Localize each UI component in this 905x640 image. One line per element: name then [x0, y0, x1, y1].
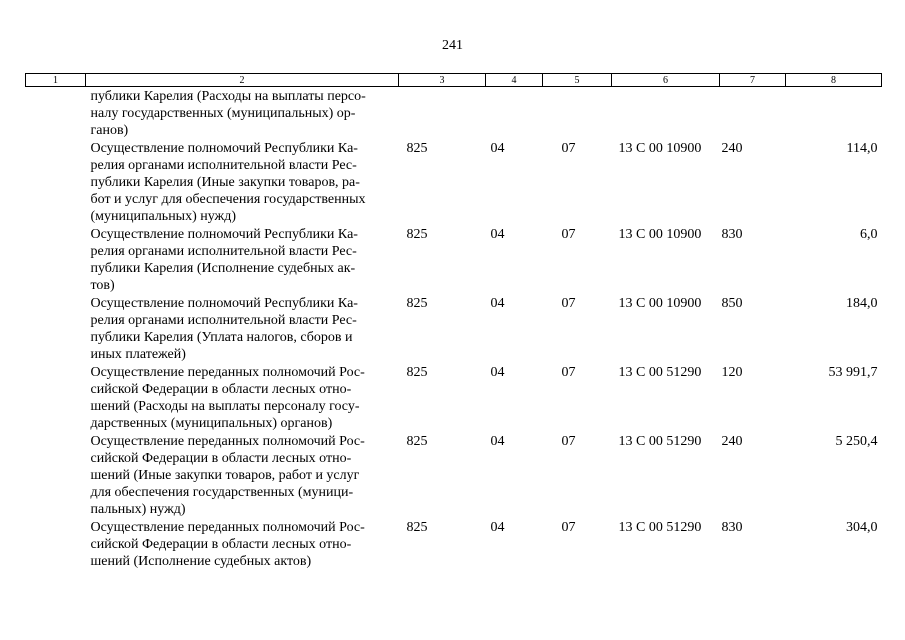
row-subsection: 07: [561, 296, 576, 311]
row-amount: 304,0: [846, 520, 878, 535]
row-section: 04: [490, 434, 505, 449]
table-row-continuation: [26, 87, 882, 140]
header-col-1: 1: [26, 74, 86, 87]
row-subsection: 07: [561, 227, 576, 242]
row-description: Осуществление переданных полномочий Рос- сийской Федерации в области лесных отно- шений (Иные закупки товаров, работ и услуг для обеспечения государственных (муници- пальных) нужд): [90, 434, 365, 517]
row-subsection: 07: [561, 365, 576, 380]
table-row: [26, 363, 882, 432]
header-col-8: 8: [786, 74, 882, 87]
row-index-cell: [26, 518, 86, 570]
row-description: Осуществление переданных полномочий Рос- сийской Федерации в области лесных отно- шений (Исполнение судебных актов): [90, 520, 365, 569]
row-index-cell: [26, 139, 86, 225]
row-code-ministry: 825: [406, 296, 428, 311]
header-col-6: 6: [612, 74, 720, 87]
header-col-5: 5: [543, 74, 612, 87]
row-index-cell: [26, 294, 86, 363]
row-expense-type: 830: [721, 227, 743, 242]
row-subsection: 07: [561, 434, 576, 449]
row-description: публики Карелия (Расходы на выплаты персо- налу государственных (муниципальных) ор- ганов): [90, 89, 366, 138]
table-row: [26, 294, 882, 363]
budget-table: [25, 73, 882, 570]
row-amount: 5 250,4: [835, 434, 878, 449]
row-expense-type: 120: [721, 365, 743, 380]
table-row: [26, 139, 882, 225]
page-number: 241: [442, 38, 463, 53]
row-description: Осуществление полномочий Республики Ка- релия органами исполнительной власти Рес- публики Карелия (Иные закупки товаров, ра- бот и услуг для обеспечения государственных (муниципальных) нужд): [90, 141, 366, 224]
row-target-article: 13 С 00 10900: [618, 141, 702, 156]
header-col-7: 7: [720, 74, 786, 87]
row-code-ministry: 825: [406, 365, 428, 380]
row-code-ministry: 825: [406, 520, 428, 535]
header-col-4: 4: [486, 74, 543, 87]
row-section: 04: [490, 141, 505, 156]
row-description: Осуществление полномочий Республики Ка- релия органами исполнительной власти Рес- публики Карелия (Уплата налогов, сборов и иных платежей): [90, 296, 358, 362]
row-target-article: 13 С 00 10900: [618, 296, 702, 311]
row-amount: 184,0: [846, 296, 878, 311]
row-description: Осуществление полномочий Республики Ка- релия органами исполнительной власти Рес- публики Карелия (Исполнение судебных ак- тов): [90, 227, 358, 293]
row-index-cell: [26, 363, 86, 432]
row-target-article: 13 С 00 51290: [618, 434, 702, 449]
row-amount: 53 991,7: [828, 365, 878, 380]
row-subsection: 07: [561, 520, 576, 535]
row-target-article: 13 С 00 51290: [618, 365, 702, 380]
row-code-ministry: 825: [406, 227, 428, 242]
table-row: [26, 432, 882, 518]
row-subsection: 07: [561, 141, 576, 156]
header-col-2: 2: [86, 74, 399, 87]
row-description: Осуществление переданных полномочий Рос- сийской Федерации в области лесных отно- шений (Расходы на выплаты персоналу госу- дарственных (муниципальных) органов): [90, 365, 365, 431]
row-expense-type: 240: [721, 141, 743, 156]
row-amount: 114,0: [846, 141, 878, 156]
row-section: 04: [490, 227, 505, 242]
row-code-ministry: 825: [406, 434, 428, 449]
row-index-cell: [26, 432, 86, 518]
table-row: [26, 225, 882, 294]
row-section: 04: [490, 520, 505, 535]
table-row: [26, 518, 882, 570]
row-code-ministry: 825: [406, 141, 428, 156]
row-section: 04: [490, 365, 505, 380]
row-target-article: 13 С 00 51290: [618, 520, 702, 535]
table-header: [26, 74, 882, 87]
header-col-3: 3: [399, 74, 486, 87]
row-expense-type: 240: [721, 434, 743, 449]
row-expense-type: 850: [721, 296, 743, 311]
table-body: [26, 87, 882, 571]
row-amount: 6,0: [860, 227, 878, 242]
row-target-article: 13 С 00 10900: [618, 227, 702, 242]
row-section: 04: [490, 296, 505, 311]
row-expense-type: 830: [721, 520, 743, 535]
row-index-cell: [26, 225, 86, 294]
